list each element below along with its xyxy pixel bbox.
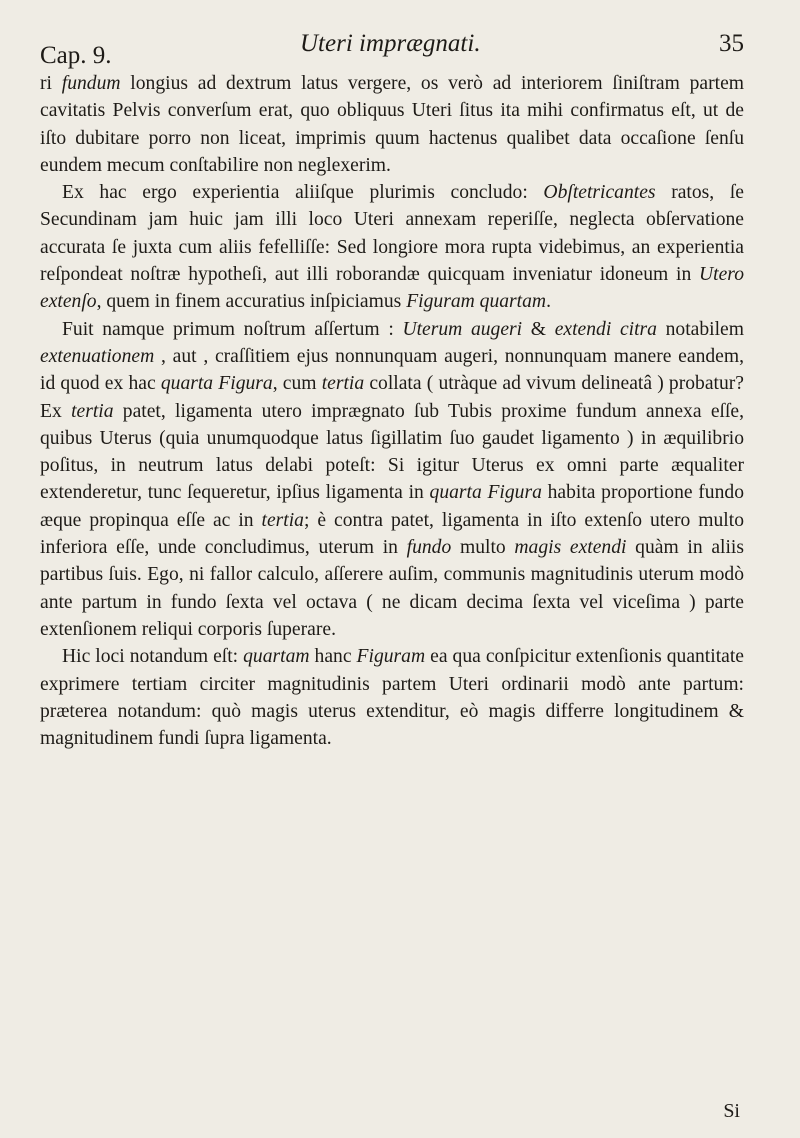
text-run: hanc: [309, 646, 357, 668]
text-run: , aut , craſſitiem ejus nonnunquam augeri, nonnunquam manere eandem, id quod ex hac: [40, 345, 744, 395]
italic-run: extendi citra: [554, 318, 657, 340]
italic-run: Figuram: [356, 646, 426, 668]
italic-run: tertia: [321, 373, 365, 395]
italic-run: magis extendi: [514, 537, 627, 559]
catchword: Si: [723, 1100, 740, 1122]
chapter-label: Cap. 9.: [40, 42, 112, 69]
paragraph: [40, 179, 744, 315]
text-run: quàm in aliis partibus ſuis. Ego, ni fallor calculo, aſſerere auſim, communis magnitudinis uterum modò ante partum in fundo ſexta vel octava ( ne dicam decima ſexta vel viceſima ) parte extenſionem reliqui corporis ſuperare.: [40, 537, 744, 640]
italic-run: fundo: [406, 537, 452, 559]
text-run: , quem in finem accuratius inſpiciamus: [96, 291, 407, 313]
italic-run: extenuationem: [40, 345, 155, 367]
text-run: Ex hac ergo experientia aliiſque plurimis concludo:: [62, 182, 544, 204]
text-run: &: [522, 318, 555, 340]
text-run: patet, ligamenta utero imprægnato ſub Tubis proxime fundum annexa eſſe, quibus Uterus (quia unumquodque latus ſigillatim ſuo gaudet ligamento ) in æquilibrio poſitus, in neutrum latus delabi poteſt: Si igitur Uterus ex omni parte æqualiter extenderetur, tunc ſequeretur, ipſius ligamenta in: [40, 400, 744, 504]
italic-run: quarta Figura: [429, 482, 542, 504]
page-number: 35: [719, 30, 744, 57]
italic-run: Figuram quartam: [406, 291, 547, 313]
body-text: [40, 70, 744, 752]
text-run: Fuit namque primum noſtrum aſſertum :: [62, 318, 403, 340]
italic-run: quartam: [243, 646, 310, 668]
text-run: collata ( utràque ad vivum delineatâ ) probatur? Ex: [40, 373, 744, 422]
text-run: habita proportione fundo æque propinqua eſſe ac in: [40, 482, 744, 531]
italic-run: Obſtetricantes: [543, 182, 656, 204]
text-run: Hic loci notandum eſt:: [62, 646, 244, 668]
text-run: .: [546, 291, 551, 313]
italic-run: Uterum augeri: [402, 318, 523, 340]
running-header: [40, 30, 744, 70]
italic-run: fundum: [61, 73, 121, 94]
paragraph: [40, 643, 744, 752]
italic-run: quarta Figura: [160, 373, 273, 395]
text-run: , cum: [272, 373, 322, 395]
text-run: multo: [451, 537, 515, 559]
text-run: notabilem: [656, 318, 744, 340]
italic-run: tertia: [71, 400, 114, 422]
paragraph: [40, 70, 744, 179]
running-title: Uteri imprægnati.: [300, 30, 481, 57]
text-run: longius ad dextrum latus vergere, os verò ad interiorem ſiniſtram partem cavitatis Pelvis converſum erat, quo obliquus Uteri ſitus ita mihi confirmatus eſt, ut de iſto dubitare porro non liceat, imprimis quum hactenus qualibet data occaſione ſenſu eundem mecum conſtabilire non neglexerim.: [40, 73, 745, 176]
text-run: ; è contra patet, ligamenta in iſto extenſo utero multo inferiora eſſe, unde concludimus, uterum in: [40, 509, 744, 559]
text-run: ratos, ſe Secundinam jam huic jam illi loco Uteri annexam reperiſſe, neglecta obſervatione accurata ſe juxta cum aliis fefelliſſe: Sed longiore mora rupta videbimus, an experientia reſpondeat noſtræ hypotheſi, aut illi roborandæ quicquam inveniatur idoneum in: [40, 182, 744, 286]
paragraph: [40, 316, 744, 644]
italic-run: Utero extenſo: [40, 264, 744, 313]
text-run: ri: [40, 73, 62, 94]
text-run: ea qua conſpicitur extenſionis quantitate exprimere tertiam circiter magnitudinis partem Uteri ordinarii modò ante partum: præterea notandum: quò magis uterus extenditur, eò magis differre longitudinem & magnitudinem fundi ſupra ligamenta.: [40, 646, 744, 750]
italic-run: tertia: [261, 509, 304, 531]
